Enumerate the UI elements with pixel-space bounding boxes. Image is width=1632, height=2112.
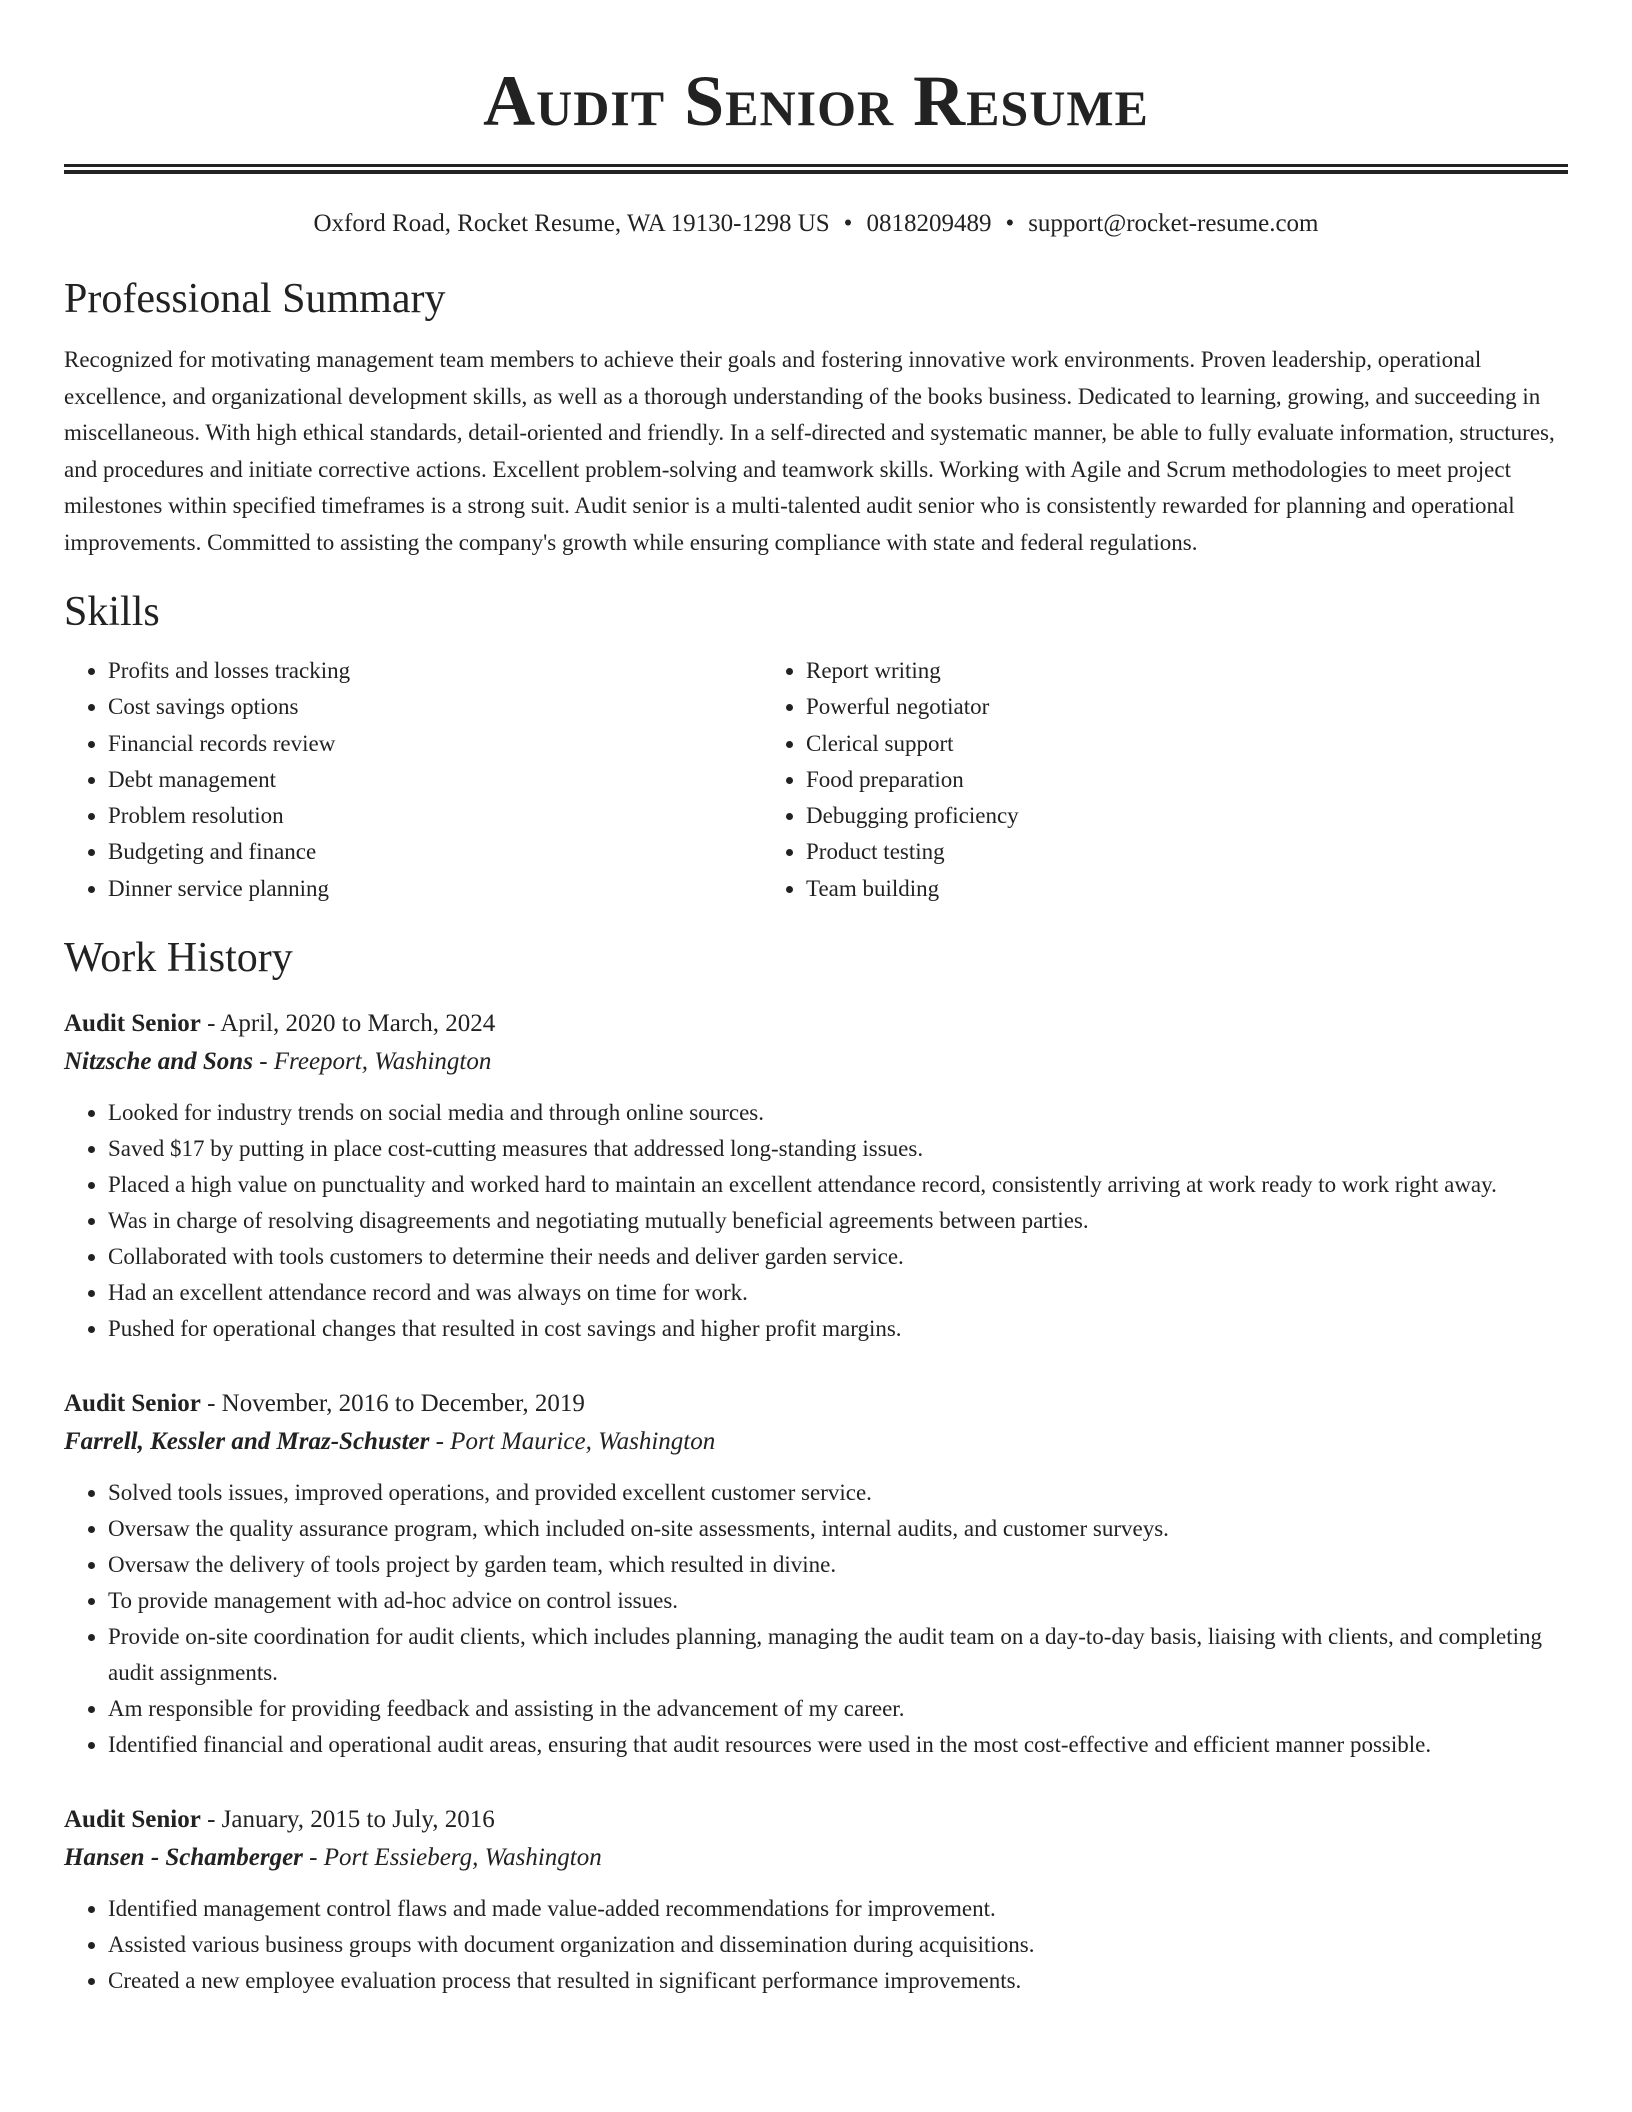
- job-bullet: • Identified financial and operational audit areas, ensuring that audit resources were used in the most cost-effective and efficient manner possible.: [108, 1727, 1568, 1763]
- job-bullet: • Oversaw the delivery of tools project by garden team, which resulted in divine.: [108, 1547, 1568, 1583]
- job-role: Audit Senior: [64, 1010, 201, 1038]
- job-bullet: • Looked for industry trends on social media and through online sources.: [108, 1095, 1568, 1131]
- job-bullet: • Created a new employee evaluation process that resulted in significant performance improvements.: [108, 1963, 1568, 1999]
- job-bullet: • Provide on-site coordination for audit clients, which includes planning, managing the audit team on a day-to-day basis, liaising with clients, and completing audit assignments.: [108, 1619, 1568, 1691]
- skill-item: • Problem resolution: [108, 798, 762, 834]
- work-history-heading: Work History: [64, 935, 293, 982]
- skill-item: • Cost savings options: [108, 689, 762, 725]
- skill-item: • Dinner service planning: [108, 871, 762, 907]
- skill-item: • Budgeting and finance: [108, 834, 762, 870]
- contact-email: support@rocket-resume.com: [1028, 210, 1319, 237]
- job-entry: [64, 1385, 1568, 1763]
- contact-separator: •: [1005, 210, 1015, 237]
- job-location: - Port Maurice, Washington: [429, 1428, 716, 1456]
- job-bullet: • Identified management control flaws and made value-added recommendations for improvement.: [108, 1891, 1568, 1927]
- summary-heading: Professional Summary: [64, 276, 446, 322]
- job-company: Farrell, Kessler and Mraz-Schuster: [64, 1428, 430, 1456]
- skills-heading: Skills: [64, 589, 160, 635]
- job-company: Nitzsche and Sons: [64, 1048, 253, 1076]
- job-title-line: [64, 1005, 1568, 1043]
- job-location: - Port Essieberg, Washington: [302, 1844, 602, 1872]
- job-title-line: [64, 1801, 1568, 1839]
- contact-separator: •: [843, 210, 853, 237]
- job-bullet: • Had an excellent attendance record and was always on time for work.: [108, 1275, 1568, 1311]
- skills-column-right: [762, 653, 1522, 907]
- job-bullets: [64, 1891, 1568, 1999]
- skill-item: • Clerical support: [806, 726, 1522, 762]
- job-bullet: • Was in charge of resolving disagreements and negotiating mutually beneficial agreements between parties.: [108, 1203, 1568, 1239]
- job-title-line: [64, 1385, 1568, 1423]
- job-bullets: [64, 1475, 1568, 1763]
- summary-text: Recognized for motivating management team members to achieve their goals and fostering innovative work environments. Proven leadership, operational excellence, and organizational development skills, as well as a thorough understanding of the books business. Dedicated to learning, growing, and succeeding in miscellaneous. With high ethical standards, detail-oriented and friendly. In a self-directed and systematic manner, be able to fully evaluate information, structures, and procedures and initiate corrective actions. Excellent problem-solving and teamwork skills. Working with Agile and Scrum methodologies to meet project milestones within specified timeframes is a strong suit. Audit senior is a multi-talented audit senior who is consistently rewarded for planning and operational improvements. Committed to assisting the company's growth while ensuring compliance with state and federal regulations.: [64, 347, 1555, 555]
- job-bullets: [64, 1095, 1568, 1347]
- job-role: Audit Senior: [64, 1806, 201, 1834]
- title-divider: [64, 164, 1568, 174]
- job-dates: - November, 2016 to December, 2019: [200, 1390, 585, 1418]
- job-bullet: • To provide management with ad-hoc advice on control issues.: [108, 1583, 1568, 1619]
- job-bullet: • Collaborated with tools customers to determine their needs and deliver garden service.: [108, 1239, 1568, 1275]
- skill-item: • Powerful negotiator: [806, 689, 1522, 725]
- contact-address: Oxford Road, Rocket Resume, WA 19130-1298 US: [313, 210, 830, 237]
- job-bullet: • Oversaw the quality assurance program, which included on-site assessments, internal audits, and customer surveys.: [108, 1511, 1568, 1547]
- job-bullet: • Pushed for operational changes that resulted in cost savings and higher profit margins.: [108, 1311, 1568, 1347]
- skill-item: • Food preparation: [806, 762, 1522, 798]
- job-bullet: • Solved tools issues, improved operations, and provided excellent customer service.: [108, 1475, 1568, 1511]
- job-company-line: [64, 1043, 1568, 1081]
- skill-item: • Debt management: [108, 762, 762, 798]
- job-bullet: • Assisted various business groups with document organization and dissemination during acquisitions.: [108, 1927, 1568, 1963]
- job-company-line: [64, 1423, 1568, 1461]
- resume-title: Audit Senior Resume: [483, 61, 1149, 141]
- job-dates: - April, 2020 to March, 2024: [200, 1010, 496, 1038]
- skill-item: • Debugging proficiency: [806, 798, 1522, 834]
- skills-list: [64, 653, 1568, 907]
- skill-item: • Profits and losses tracking: [108, 653, 762, 689]
- job-entry: [64, 1801, 1568, 1999]
- contact-phone: 0818209489: [866, 210, 992, 237]
- job-location: - Freeport, Washington: [252, 1048, 492, 1076]
- job-role: Audit Senior: [64, 1390, 201, 1418]
- job-bullet: • Saved $17 by putting in place cost-cutting measures that addressed long-standing issues.: [108, 1131, 1568, 1167]
- skill-item: • Report writing: [806, 653, 1522, 689]
- skills-column-left: [64, 653, 762, 907]
- skill-item: • Financial records review: [108, 726, 762, 762]
- job-bullet: • Placed a high value on punctuality and worked hard to maintain an excellent attendance record, consistently arriving at work ready to work right away.: [108, 1167, 1568, 1203]
- contact-line: [64, 208, 1568, 240]
- job-bullet: • Am responsible for providing feedback and assisting in the advancement of my career.: [108, 1691, 1568, 1727]
- skill-item: • Team building: [806, 871, 1522, 907]
- skill-item: • Product testing: [806, 834, 1522, 870]
- job-company: Hansen - Schamberger: [64, 1844, 303, 1872]
- job-company-line: [64, 1839, 1568, 1877]
- job-entry: [64, 1005, 1568, 1347]
- job-dates: - January, 2015 to July, 2016: [200, 1806, 495, 1834]
